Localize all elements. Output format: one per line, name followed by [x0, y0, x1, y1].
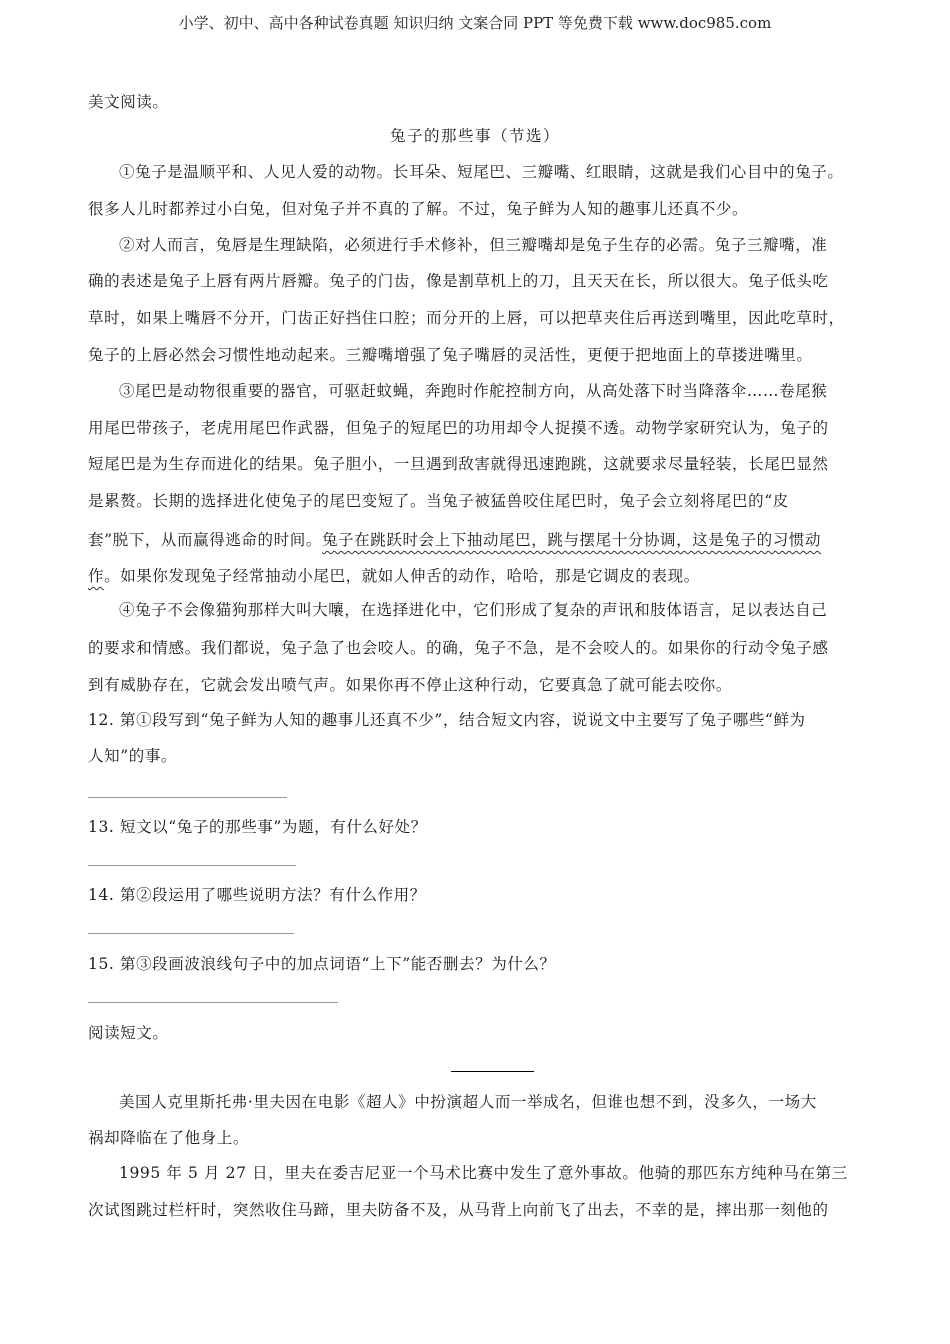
- question-13: 13. 短文以“兔子的那些事”为题，有什么好处？: [88, 818, 427, 836]
- paragraph-line: [88, 564, 863, 586]
- paragraph-line: ②对人而言，兔唇是生理缺陷，必须进行手术修补，但三瓣嘴却是兔子生存的必需。兔子三瓣嘴，准: [119, 236, 828, 254]
- paragraph-line: 草时，如果上嘴唇不分开，门齿正好挡住口腔；而分开的上唇，可以把草夹住后再送到嘴里，因此吃草时，: [88, 309, 845, 327]
- plain-text: 套”脱下，从而赢得逃命的时间。: [88, 531, 322, 549]
- answer-line-12[interactable]: [88, 797, 287, 798]
- question-14: 14. 第②段运用了哪些说明方法？有什么作用？: [88, 886, 426, 904]
- question-12-continued: 人知”的事。: [88, 747, 178, 765]
- paragraph-line: 的要求和情感。我们都说，兔子急了也会咬人。的确，兔子不急，是不会咬人的。如果你的行动令兔子感: [88, 639, 829, 657]
- wavy-underlined-sentence: 兔子在跳跃时会上下抽动尾巴，跳与摆尾十分协调，这是兔子的习惯动: [321, 531, 822, 549]
- answer-line-15[interactable]: [88, 1002, 338, 1003]
- wavy-underlined-sentence-end: 作: [88, 567, 105, 585]
- paragraph-line: ③尾巴是动物很重要的器官，可驱赶蚊蝇，奔跑时作舵控制方向，从高处落下时当降落伞……卷尾猴: [119, 382, 828, 400]
- section-intro: 阅读短文。: [88, 1024, 169, 1042]
- paragraph-line: 祸却降临在了他身上。: [88, 1129, 250, 1147]
- paragraph-line: 用尾巴带孩子，老虎用尾巴作武器，但兔子的短尾巴的功用却令人捉摸不透。动物学家研究认为，兔子的: [88, 419, 829, 437]
- question-12: 12. 第①段写到“兔子鲜为人知的趣事儿还真不少”，结合短文内容，说说文中主要写了兔子哪些“鲜为: [88, 711, 806, 729]
- paragraph-line: 短尾巴是为生存而进化的结果。兔子胆小，一旦遇到敌害就得迅速跑跳，这就要求尽量轻装，长尾巴显然: [88, 455, 829, 473]
- page-header: 小学、初中、高中各种试卷真题 知识归纳 文案合同 PPT 等免费下载 www.doc985.com: [178, 14, 772, 32]
- paragraph-line: ①兔子是温顺平和、人见人爱的动物。长耳朵、短尾巴、三瓣嘴、红眼睛，这就是我们心目中的兔子。: [119, 163, 844, 181]
- paragraph-line: 兔子的上唇必然会习惯性地动起来。三瓣嘴增强了兔子嘴唇的灵活性，更便于把地面上的草搂进嘴里。: [88, 346, 813, 364]
- answer-line-13[interactable]: [88, 865, 296, 866]
- paragraph-line: 到有威胁存在，它就会发出喷气声。如果你再不停止这种行动，它要真急了就可能去咬你。: [88, 676, 733, 694]
- paragraph-line: 1995 年 5 月 27 日，里夫在委吉尼亚一个马术比赛中发生了意外事故。他骑的那匹东方纯种马在第三: [119, 1164, 848, 1182]
- question-15: 15. 第③段画波浪线句子中的加点词语“上下”能否删去？为什么？: [88, 955, 556, 973]
- paragraph-line: 确的表述是兔子上唇有两片唇瓣。兔子的门齿，像是割草机上的刀，且天天在长，所以很大。兔子低头吃: [88, 272, 829, 290]
- paragraph-line: [88, 528, 863, 550]
- section-intro: 美文阅读。: [88, 93, 169, 111]
- paragraph-line: 是累赘。长期的选择进化使兔子的尾巴变短了。当兔子被猛兽咬住尾巴时，兔子会立刻将尾巴的“皮: [88, 492, 789, 510]
- paragraph-line: 很多人儿时都养过小白兔，但对兔子并不真的了解。不过，兔子鲜为人知的趣事儿还真不少。: [88, 200, 749, 218]
- answer-line-14[interactable]: [88, 933, 294, 934]
- article-title: 兔子的那些事（节选）: [389, 127, 560, 145]
- paragraph-line: ④兔子不会像猫狗那样大叫大嚷，在选择进化中，它们形成了复杂的声讯和肢体语言，足以表达自己: [119, 601, 828, 619]
- plain-text: 。如果你发现兔子经常抽动小尾巴，就如人伸舌的动作，哈哈，那是它调皮的表现。: [104, 567, 700, 585]
- paragraph-line: 次试图跳过栏杆时，突然收住马蹄，里夫防备不及，从马背上向前飞了出去，不幸的是，摔出那一刻他的: [88, 1201, 829, 1219]
- paragraph-line: 美国人克里斯托弗·里夫因在电影《超人》中扮演超人而一举成名，但谁也想不到，没多久，一场大: [119, 1093, 817, 1111]
- blank-title-line[interactable]: [451, 1071, 534, 1072]
